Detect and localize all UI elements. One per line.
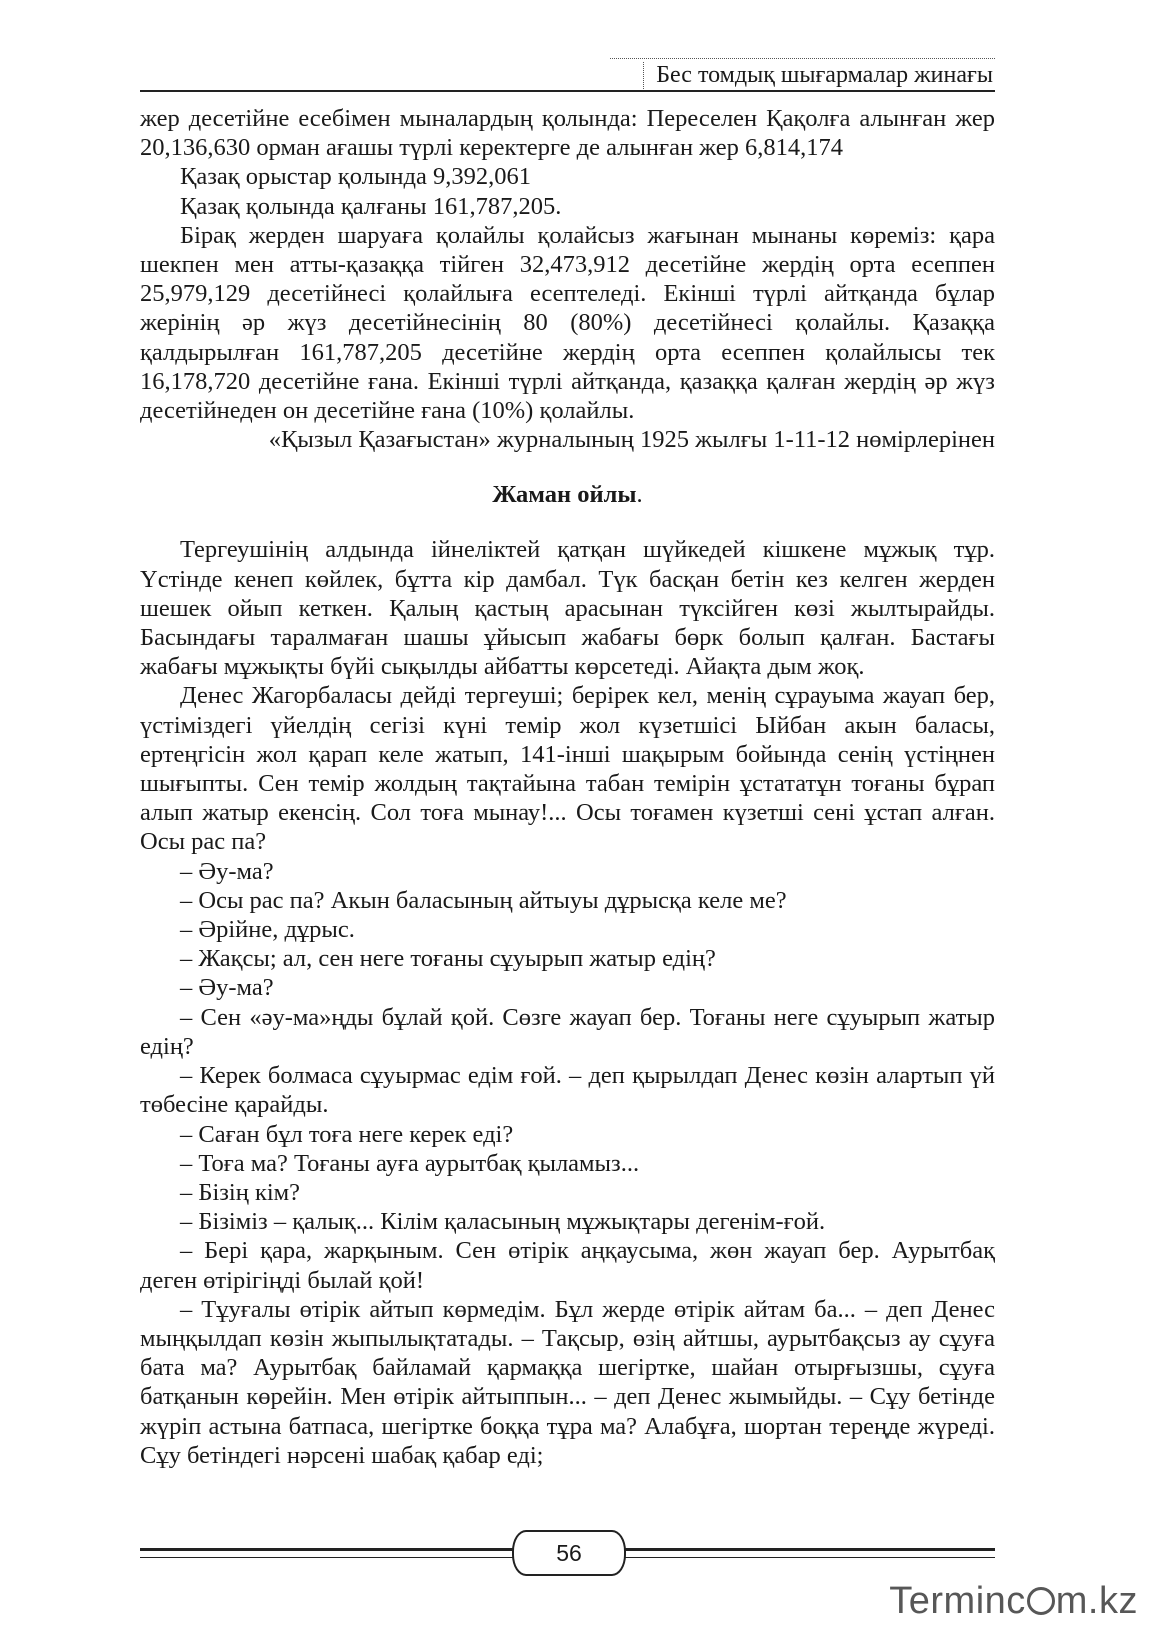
source-citation: «Қызыл Қазағыстан» журналының 1925 жылғы 1-11-12 нөмірлерінен xyxy=(268,426,995,454)
dialogue-line: – Саған бұл тоға неге керек еді? xyxy=(180,1120,514,1148)
dialogue-line: – Осы рас па? Акын баласының айтыуы дұрысқа келе ме? xyxy=(180,886,787,914)
header-rule xyxy=(140,90,995,92)
page-footer xyxy=(140,1528,995,1576)
footer-rule-left xyxy=(140,1548,513,1558)
paragraph: Бірақ жерден шаруаға қолайлы қолайсыз жағынан мынаны көреміз: қара шекпен мен атты-қазаққа тійген 32,473,912 десетійне жердің орта есеппен 25,979,129 десетійнесі қолайлыға есептеледі. Екінші түрлі айтқанда бұлар жерінің әр жүз десетійнесінің 80 (80%) десетійнесі қолайлы. Қазаққа қалдырылған 161,787,205 десетійне жердің орта есеппен қолайлысы тек 16,178,720 десетійне ғана. Екінші түрлі айтқанда, қазаққа қалған жердің әр жүз десетійнеден он десетійне ғана (10%) қолайлы. xyxy=(140,221,995,425)
dialogue-line: – Керек болмаса сұуырмас едім ғой. – деп қырылдап Денес көзін алартып үй төбесіне қарайды. xyxy=(140,1062,995,1119)
book-title: Бес томдық шығармалар жинағы xyxy=(643,62,993,89)
running-header xyxy=(140,52,995,92)
site-watermark xyxy=(889,1580,1138,1623)
paragraph: Тергеушінің алдында ійнеліктей қатқан шүйкедей кішкене мұжық тұр. Үстінде кенеп көйлек, бұтта кір дамбал. Түк басқан бетін кез келген жерден шешек ойып кеткен. Қалың қастың арасынан түксійген көзі жылтырайды. Басындағы таралмаған шашы ұйысып жабағы бөрк болып қалған. Бастағы жабағы мұжықты бүйі сықылды айбатты көрсетеді. Айақта дым жоқ. xyxy=(140,536,995,681)
dialogue-line: – Әрійне, дұрыс. xyxy=(180,916,355,944)
dialogue-line: – Әу-ма? xyxy=(180,974,274,1002)
page-body xyxy=(140,104,995,1470)
dialogue-line: – Бізің кім? xyxy=(180,1178,301,1206)
paragraph: Қазақ қолында қалғаны 161,787,205. xyxy=(180,192,562,220)
story-title-suffix: . xyxy=(636,481,643,509)
story-title xyxy=(140,480,995,509)
watermark-text-start: Termin xyxy=(889,1580,1007,1622)
dialogue-line: – Әу-ма? xyxy=(180,857,274,885)
page-number: 56 xyxy=(512,1530,626,1576)
dialogue-line: – Бері қара, жарқыным. Сен өтірік аңқаусыма, жөн жауап бер. Аурытбақ деген өтірігіңді былай қой! xyxy=(140,1237,995,1294)
paragraph: Қазақ орыстар қолында 9,392,061 xyxy=(180,163,531,191)
watermark-text-end: m.kz xyxy=(1055,1580,1138,1622)
dialogue-line: – Жақсы; ал, сен неге тоғаны сұуырып жатыр едің? xyxy=(180,945,716,973)
dialogue-line: – Сен «әу-ма»ңды бұлай қой. Сөзге жауап бер. Тоғаны неге сұуырып жатыр едің? xyxy=(140,1003,995,1060)
watermark-text-c: c xyxy=(1006,1580,1026,1622)
story-title-text: Жаман ойлы xyxy=(492,481,637,509)
dialogue-line: – Бізіміз – қалық... Кілім қаласының мұжықтары дегенім-ғой. xyxy=(180,1208,826,1236)
header-dotted-rule xyxy=(610,58,995,59)
dialogue-line: – Тоға ма? Тоғаны ауға аурытбақ қыламыз... xyxy=(180,1149,640,1177)
paragraph: Денес Жагорбаласы дейді тергеуші; берірек кел, менің сұрауыма жауап бер, үстіміздегі үйелдің сегізі күні темір жол күзетшісі Ыйбан акын баласы, ертеңгісін жол қарап келе жатып, 141-інші шақырым бойында сенің үстіңнен шығыпты. Сен темір жолдың тақтайына табан темірін ұстататұн тоғаны бұрап алып жатыр екенсің. Сол тоға мынау!... Осы тоғамен күзетші сені ұстап алған. Осы рас па? xyxy=(140,682,995,856)
footer-rule-right xyxy=(622,1548,995,1558)
paragraph: жер десетійне есебімен мыналардың қолында: Переселен Қақолға алынған жер 20,136,630 орман ағашы түрлі керектерге де алынған жер 6,814,174 xyxy=(140,105,995,162)
dialogue-line: – Тұуғалы өтірік айтып көрмедім. Бұл жерде өтірік айтам ба... – деп Денес мыңқылдап көзін жыпылықтатады. – Тақсыр, өзің айтшы, аурытбақсыз ау сұуға бата ма? Аурытбақ байламай қармаққа шегіртке, шайан отырғызшы, сұуға батқанын көрейін. Мен өтірік айтыппын... – деп Денес жымыйды. – Сұу бетінде жүріп астына батпаса, шегіртке боққа тұра ма? Алабұға, шортан тереңде жүреді. Сұу бетіндегі нәрсені шабақ қабар еді; xyxy=(140,1295,995,1469)
magnifier-o-icon xyxy=(1027,1587,1055,1615)
